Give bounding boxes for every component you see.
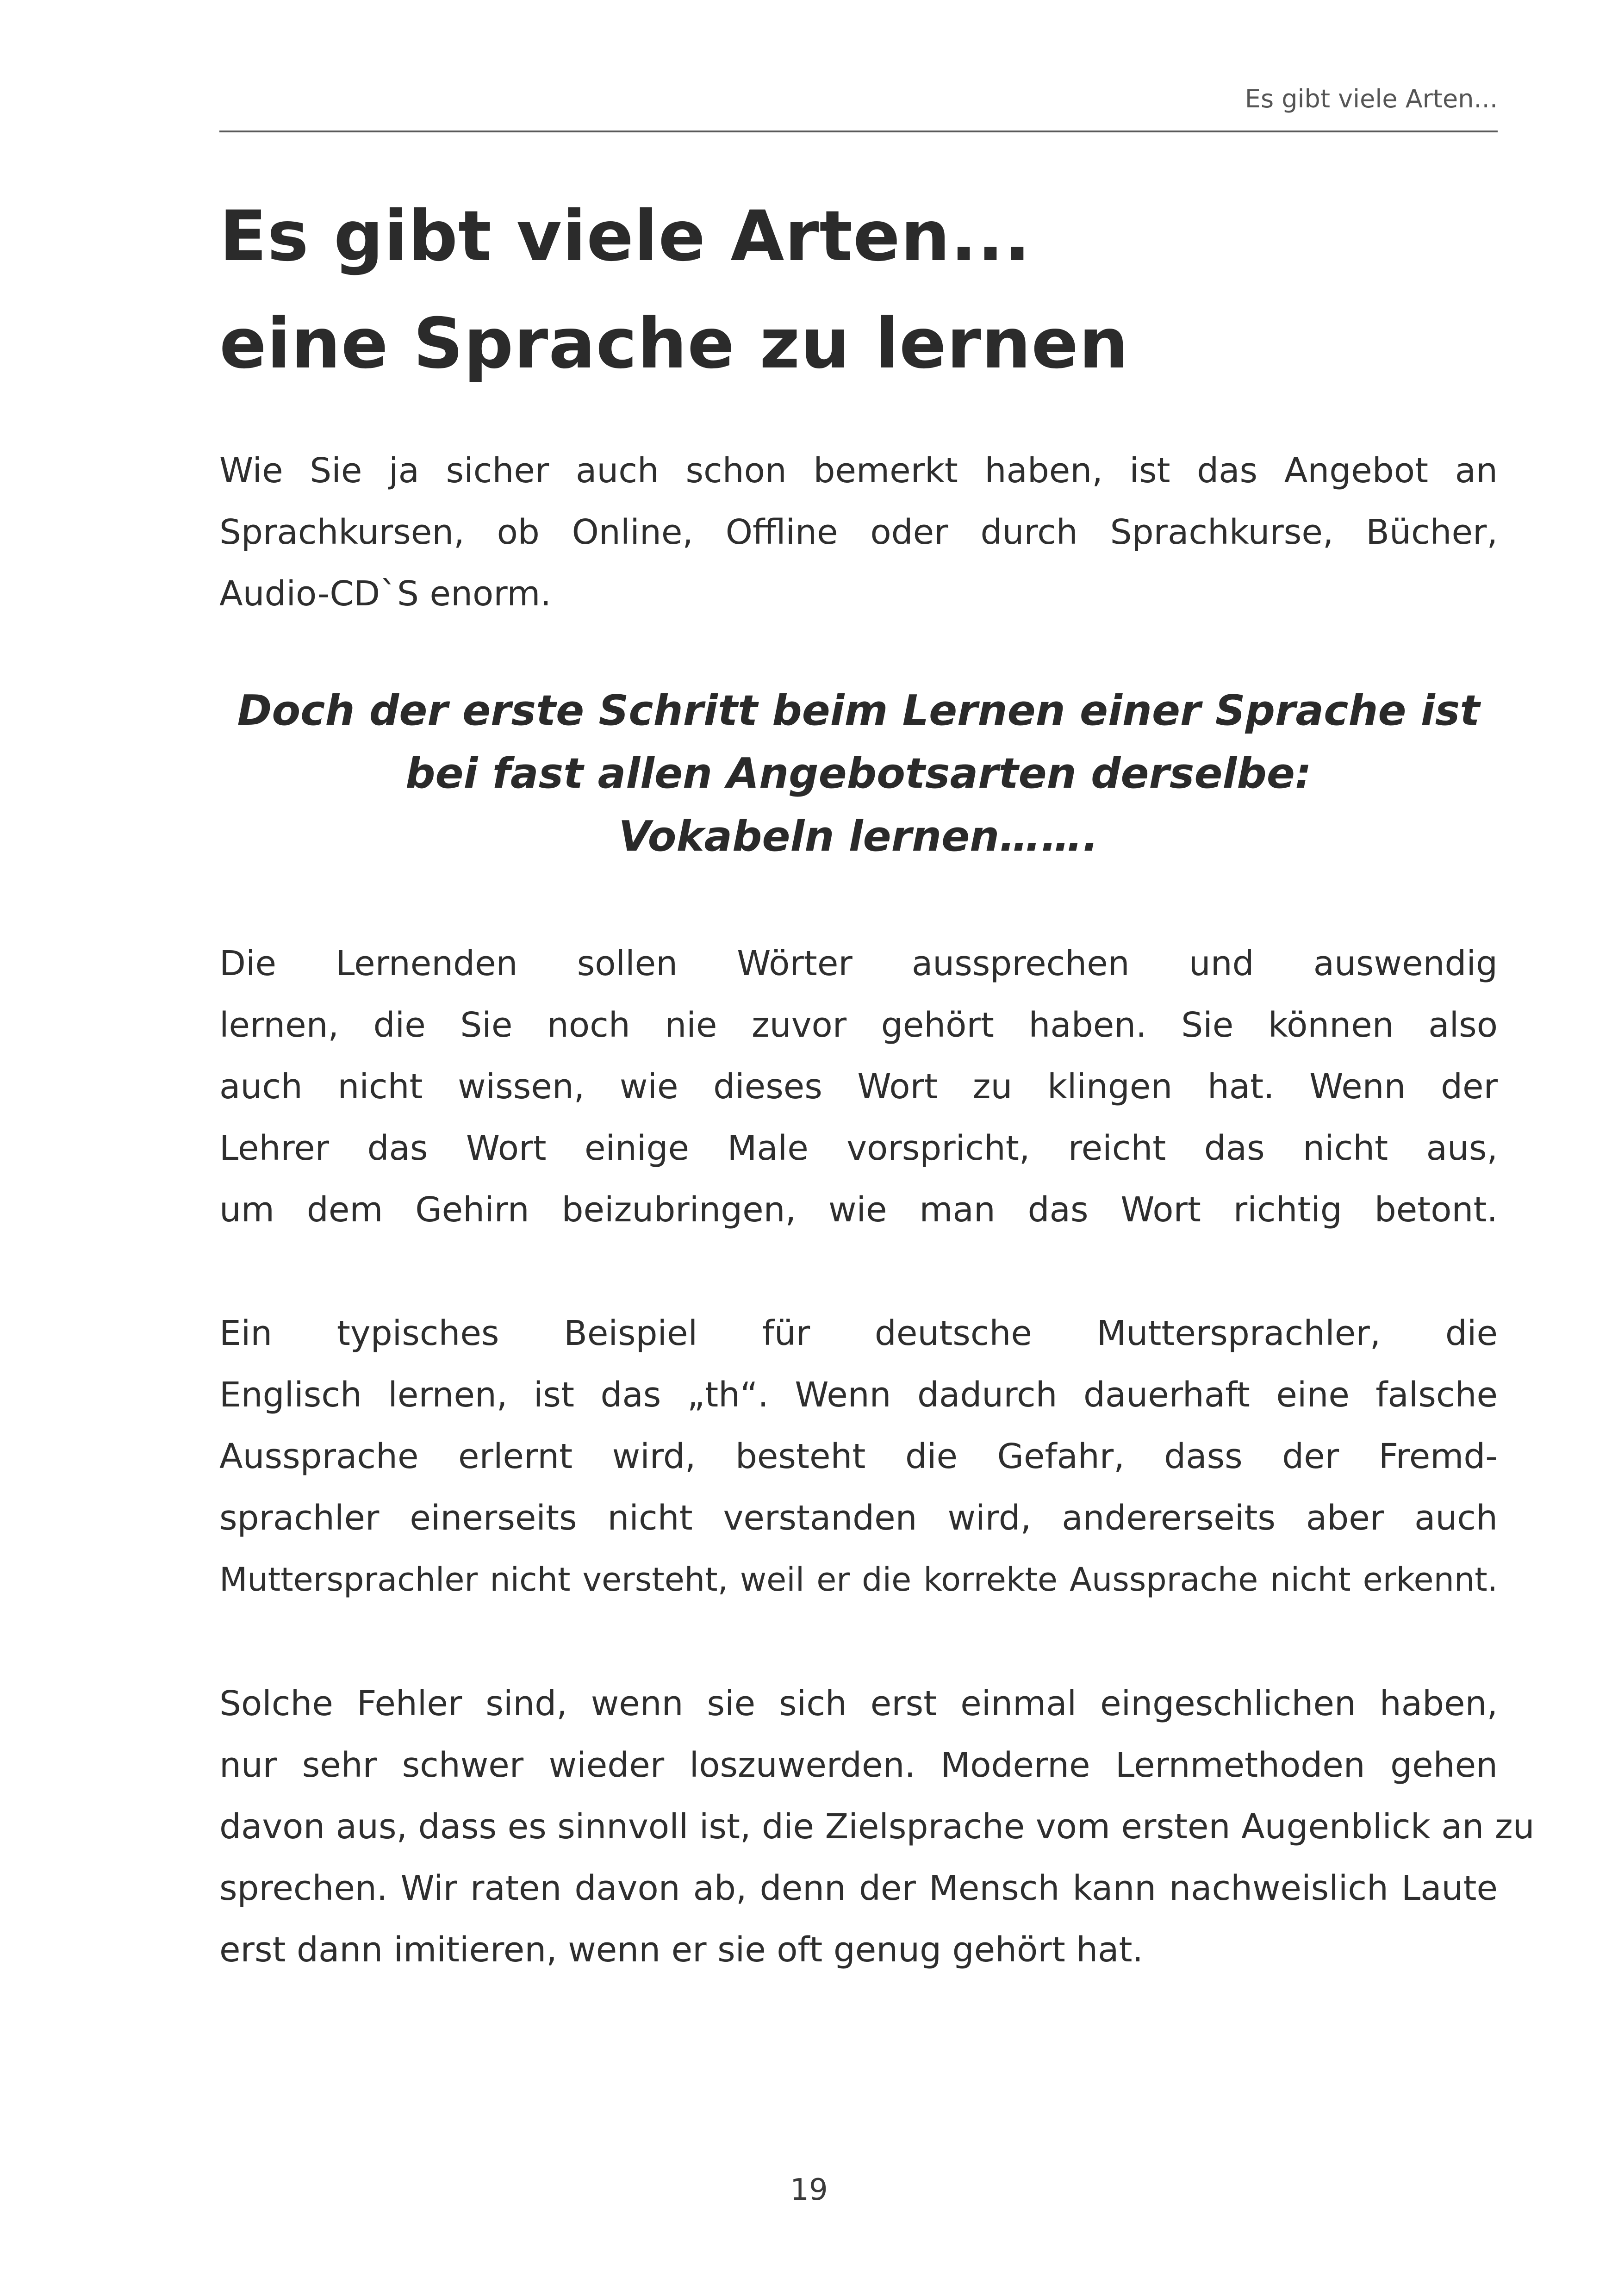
page-number: 19 bbox=[790, 2173, 828, 2207]
paragraph-line: Englisch lernen, ist das „th“. Wenn dadurch dauerhaft eine falsche bbox=[219, 1375, 1498, 1415]
emphasis-line: Doch der erste Schritt beim Lernen einer Sprache ist bbox=[237, 686, 1480, 735]
emphasis-block bbox=[219, 679, 1498, 868]
paragraph-pronunciation bbox=[219, 933, 1498, 1241]
paragraph-line: nur sehr schwer wieder loszuwerden. Moderne Lernmethoden gehen bbox=[219, 1745, 1498, 1785]
paragraph-line: davon aus, dass es sinnvoll ist, die Zielsprache vom ersten Augenblick an zu bbox=[219, 1807, 1535, 1847]
paragraph-line: Muttersprachler nicht versteht, weil er die korrekte Aussprache nicht erkennt. bbox=[219, 1561, 1498, 1599]
paragraph-line: erst dann imitieren, wenn er sie oft genug gehört hat. bbox=[219, 1930, 1144, 1970]
intro-line: Wie Sie ja sicher auch schon bemerkt haben, ist das Angebot an bbox=[219, 451, 1498, 491]
page-title-line-2: eine Sprache zu lernen bbox=[219, 304, 1129, 384]
paragraph-line: Ein typisches Beispiel für deutsche Muttersprachler, die bbox=[219, 1313, 1498, 1353]
paragraph-line: lernen, die Sie noch nie zuvor gehört haben. Sie können also bbox=[219, 1005, 1498, 1045]
paragraph-line: Die Lernenden sollen Wörter aussprechen und auswendig bbox=[219, 944, 1498, 983]
emphasis-line: Vokabeln lernen……. bbox=[618, 812, 1099, 861]
intro-line: Sprachkursen, ob Online, Offline oder durch Sprachkurse, Bücher, bbox=[219, 512, 1498, 552]
paragraph-example bbox=[219, 1303, 1498, 1611]
intro-line: Audio-CD`S enorm. bbox=[219, 574, 551, 614]
paragraph-line: Lehrer das Wort einige Male vorspricht, reicht das nicht aus, bbox=[219, 1128, 1498, 1168]
paragraph-line: um dem Gehirn beizubringen, wie man das Wort richtig betont. bbox=[219, 1190, 1498, 1230]
paragraph-line: sprachler einerseits nicht verstanden wird, andererseits aber auch bbox=[219, 1498, 1498, 1538]
intro-paragraph bbox=[219, 440, 1498, 625]
emphasis-line: bei fast allen Angebotsarten derselbe: bbox=[405, 749, 1312, 798]
paragraph-line: sprechen. Wir raten davon ab, denn der Mensch kann nachweislich Laute bbox=[219, 1868, 1498, 1908]
paragraph-line: Aussprache erlernt wird, besteht die Gefahr, dass der Fremd- bbox=[219, 1437, 1498, 1476]
page-title-line-1: Es gibt viele Arten... bbox=[219, 196, 1031, 277]
paragraph-line: auch nicht wissen, wie dieses Wort zu klingen hat. Wenn der bbox=[219, 1067, 1498, 1107]
header-rule bbox=[219, 131, 1498, 132]
page-title bbox=[219, 183, 1498, 398]
paragraph-errors bbox=[219, 1673, 1535, 1981]
paragraph-line: Solche Fehler sind, wenn sie sich erst einmal eingeschlichen haben, bbox=[219, 1684, 1498, 1724]
running-header: Es gibt viele Arten... bbox=[1245, 84, 1498, 113]
